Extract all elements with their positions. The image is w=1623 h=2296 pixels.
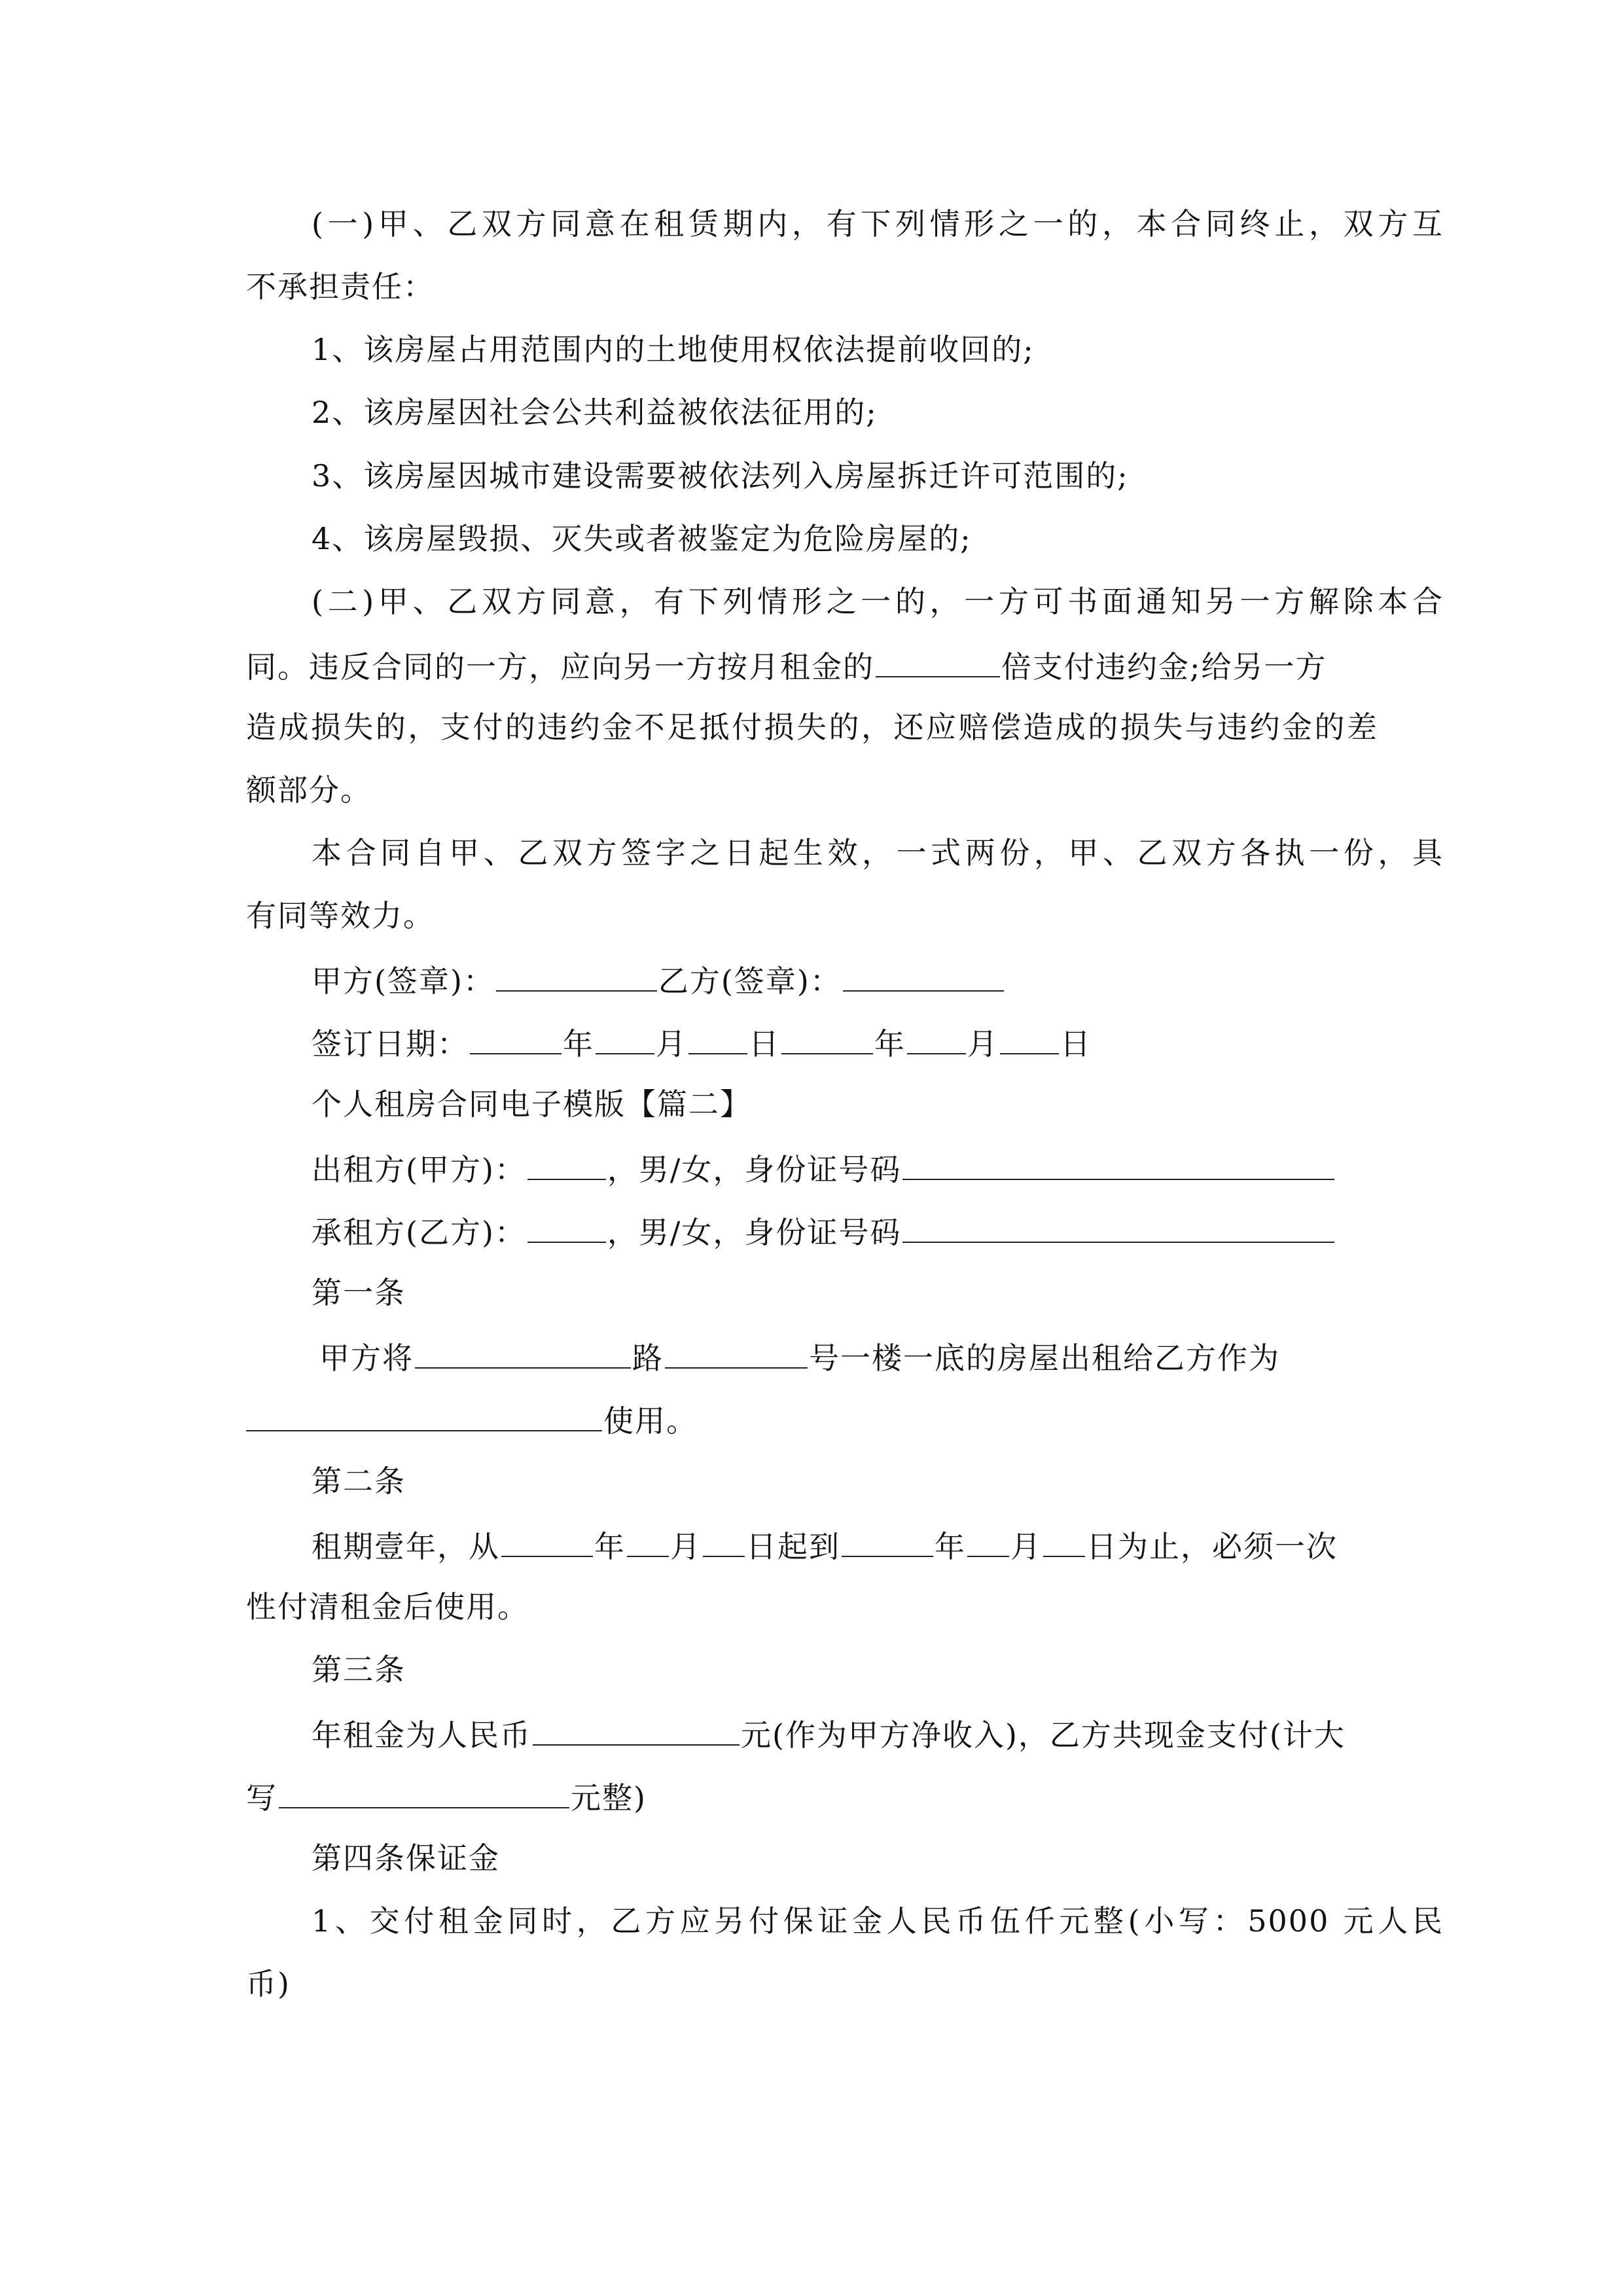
lessor-line [312,1147,1444,1187]
date-day-blank-2[interactable] [1000,1022,1059,1054]
lease-start-year-blank[interactable] [501,1524,593,1557]
clause-1-intro-cont: 不承担责任： [246,269,435,304]
party-b-sign-blank[interactable] [843,959,1004,992]
lease-end-day-blank[interactable] [1043,1524,1085,1557]
house-number-blank[interactable] [665,1336,808,1369]
party-a-sign-label: 甲方(签章)： [312,963,495,999]
article-3-line [312,1713,1444,1752]
party-b-sign-label: 乙方(签章)： [658,963,842,999]
breach-text-b: 倍支付违约金;给另一方 [1001,649,1327,685]
date-month-2: 月 [967,1026,999,1062]
article-3-text-a: 年租金为人民币 [312,1717,531,1753]
article-1-text-b: 路 [632,1340,664,1376]
article-1-cont [246,1399,1378,1438]
effective-clause-end: 有同等效力。 [246,898,435,933]
clause-1-item-3: 3、该房屋因城市建设需要被依法列入房屋拆迁许可范围的; [312,458,1129,493]
article-2-text-a: 租期壹年，从 [312,1529,500,1564]
lease-start-year: 年 [594,1529,626,1564]
article-1-line [319,1336,1452,1375]
lessor-gender-id-label: ，男/女，身份证号码 [607,1152,902,1187]
lease-end-month: 月 [1010,1529,1042,1564]
party-a-sign-blank[interactable] [496,959,657,992]
signature-line [312,959,1444,998]
article-2-heading: 第二条 [312,1463,406,1499]
date-day-1: 日 [749,1026,780,1062]
effective-clause: 本合同自甲、乙双方签字之日起生效，一式两份，甲、乙双方各执一份，具 [312,835,1444,870]
article-1-text-d: 使用。 [603,1403,698,1439]
clause-1-item-4: 4、该房屋毁损、灭失或者被鉴定为危险房屋的; [312,521,972,556]
usage-blank[interactable] [246,1399,602,1431]
clause-2-intro: (二)甲、乙双方同意，有下列情形之一的，一方可书面通知另一方解除本合 [312,584,1444,619]
rent-in-words-blank[interactable] [279,1776,569,1808]
article-4-item-1: 1、交付租金同时，乙方应另付保证金人民币伍仟元整(小写：5000 元人民 [312,1903,1444,1939]
multiplier-blank[interactable] [876,645,1000,677]
lessee-name-blank[interactable] [527,1210,606,1243]
signing-date-label: 签订日期： [312,1026,469,1062]
lessor-id-blank[interactable] [902,1147,1334,1180]
lease-end-year-blank[interactable] [842,1524,933,1557]
date-day-blank-1[interactable] [688,1022,747,1054]
lease-start-month-blank[interactable] [627,1524,669,1557]
date-month-1: 月 [656,1026,687,1062]
date-day-2: 日 [1060,1026,1092,1062]
lease-end-day: 日为止，必须一次 [1086,1529,1338,1564]
clause-1-item-2: 2、该房屋因社会公共利益被依法征用的; [312,395,878,430]
date-year-1: 年 [563,1026,594,1062]
article-3-text-c: 写 [246,1780,277,1816]
article-3-text-d: 元整) [571,1780,647,1816]
clause-1-intro: (一)甲、乙双方同意在租赁期内，有下列情形之一的，本合同终止，双方互 [312,206,1444,242]
clause-1-item-1: 1、该房屋占用范围内的土地使用权依法提前收回的; [312,332,1035,367]
lease-end-year: 年 [935,1529,966,1564]
date-year-blank-1[interactable] [470,1022,562,1054]
article-3-heading: 第三条 [312,1652,406,1687]
article-4-item-1-cont: 币) [246,1966,291,2001]
lessee-id-blank[interactable] [902,1210,1334,1243]
date-month-blank-2[interactable] [907,1022,966,1054]
date-year-2: 年 [874,1026,906,1062]
date-year-blank-2[interactable] [781,1022,873,1054]
article-4-heading: 第四条保证金 [312,1840,500,1876]
article-1-heading: 第一条 [312,1275,406,1310]
annual-rent-blank[interactable] [533,1713,740,1746]
lessor-name-blank[interactable] [527,1147,606,1180]
article-2-line [312,1524,1444,1564]
lease-start-day: 日起到 [746,1529,840,1564]
street-blank[interactable] [415,1336,631,1369]
lease-start-day-blank[interactable] [703,1524,745,1557]
breach-text-a: 同。违反合同的一方，应向另一方按月租金的 [246,649,874,685]
date-month-blank-1[interactable] [596,1022,654,1054]
article-3-cont [246,1776,1378,1815]
lessee-label: 承租方(乙方)： [312,1215,526,1250]
clause-2-breach-line [246,645,1378,684]
section-heading: 个人租房合同电子模版【篇二】 [312,1086,751,1122]
lease-start-month: 月 [670,1529,702,1564]
signing-date-line [312,1022,1444,1061]
clause-2-end: 额部分。 [246,772,372,808]
lessor-label: 出租方(甲方)： [312,1152,526,1187]
lessee-gender-id-label: ，男/女，身份证号码 [607,1215,902,1250]
lessee-line [312,1210,1444,1249]
article-2-cont: 性付清租金后使用。 [246,1589,529,1624]
lease-end-month-blank[interactable] [967,1524,1009,1557]
article-3-text-b: 元(作为甲方净收入)，乙方共现金支付(计大 [741,1717,1346,1753]
article-1-text-c: 号一楼一底的房屋出租给乙方作为 [809,1340,1280,1376]
article-1-text-a: 甲方将 [319,1340,414,1376]
clause-2-cont: 造成损失的，支付的违约金不足抵付损失的，还应赔偿造成的损失与违约金的差 [246,709,1378,745]
